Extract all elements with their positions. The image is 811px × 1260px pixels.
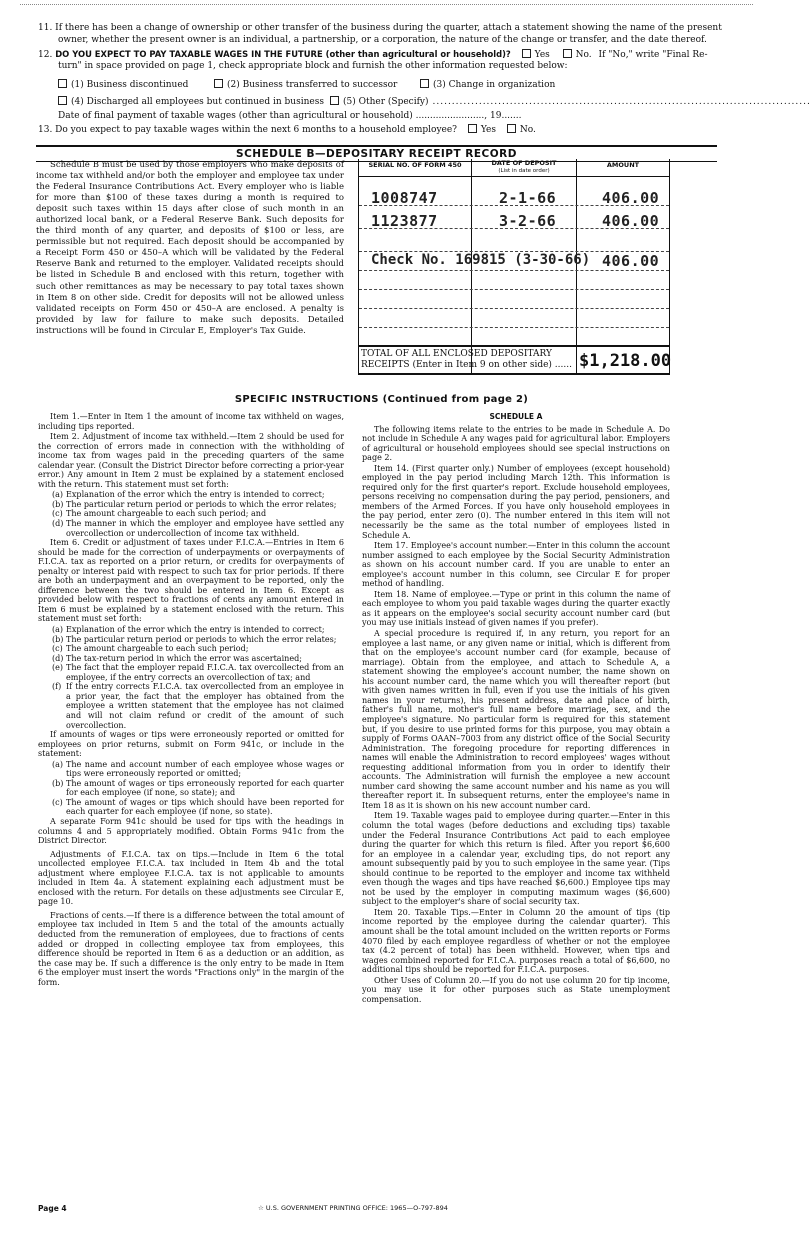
option-3-checkbox[interactable] (420, 79, 429, 88)
q13-no-checkbox[interactable] (507, 124, 516, 133)
instructions-right-column (362, 412, 670, 1005)
list-text: Explanation of the error which the entry is intended to correct; (66, 490, 325, 500)
adjustments-tips-text: Adjustments of F.I.C.A. tax on tips.—Include in Item 6 the total uncollected employee F.I.C.A. tax included in Item 4b and the total adjustment where employee F.I.C.A. tax is not applicable to amounts included in Item 4a. A statement explaining each adjustment must be enclosed with the return. For details on these adjustments see Circular E, page 10. (38, 849, 344, 907)
row-2-serial[interactable]: 1123877 (371, 212, 438, 230)
list-label: (c) (52, 797, 63, 807)
item-6-text: Item 6. Credit or adjustment of taxes under F.I.C.A.—Entries in Item 6 should be made for the correction of underpayments or overpayments of F.I.C.A. tax as reported on a prior return, or credits for overpayments of penalty or interest paid with respect to such tax for prior periods. If there are both an underpayment and an overpayment to be reported, only the difference between the two should be entered in Item 6. Except as provided below with respect to fractions of cents any amount entered in Item 6 must be explained by a statement enclosed with the return. This statement must set forth: (38, 538, 344, 624)
list-text: The particular return period or periods to which the error relates; (66, 499, 337, 509)
header-rule (359, 176, 669, 177)
q13-yes-checkbox[interactable] (468, 124, 477, 133)
option-1-label: (1) Business discontinued (71, 80, 189, 90)
instructions-left-column (38, 412, 344, 988)
list-text: The manner in which the employer and employee have settled any overcollection or undercollection of income tax withheld. (66, 519, 344, 538)
item-2-list-c (38, 509, 344, 519)
q12-tail: If "No," write "Final Re- (598, 50, 708, 60)
item-6-list-a (38, 625, 344, 635)
option-2-label: (2) Business transferred to successor (227, 80, 398, 90)
list-label: (f) (52, 682, 62, 692)
total-rule (359, 345, 669, 347)
list-text: The amount chargeable to each such period; (66, 644, 249, 654)
wages-list-a (38, 760, 344, 779)
item-2-list-d (38, 519, 344, 538)
row-rule (359, 270, 669, 271)
item-19-text: Item 19. Taxable wages paid to employee during quarter.—Enter in this column the total wages (before deductions and excluding tips) taxable under the Federal Insurance Contributions Act paid to each employee during the quarter for which this return is filed. After you report $6,600 for an employee in a calendar year, excluding tips, do not report any amount subsequently paid by you to such employee in the same year. (Tips should continue to be reported to the employer and income tax withheld even though the wages and tips have reached $6,600.) Employee tips may not be used by the employer in computing maximum wages ($6,600) subject to the employer's share of social security tax. (362, 811, 670, 907)
option-5-specify-field[interactable]: .................................................................................................. (432, 97, 811, 107)
option-2 (214, 79, 397, 91)
option-1-checkbox[interactable] (58, 79, 67, 88)
row-2-amount[interactable]: 406.00 (602, 212, 660, 230)
list-label: (b) (52, 634, 64, 644)
list-text: The tax-return period in which the error was ascertained; (66, 653, 302, 663)
question-12-bold: DO YOU EXPECT TO PAY TAXABLE WAGES IN THE FUTURE (other than agricultural or household)? (55, 49, 511, 59)
top-rule (20, 4, 753, 5)
q13-yes-label: Yes (480, 125, 496, 135)
list-text: The particular return period or periods to which the error relates; (66, 634, 337, 644)
option-1 (58, 79, 188, 91)
item-2-text: Item 2. Adjustment of income tax withheld.—Item 2 should be used for the correction of errors made in connection with the withholding of income tax from wages paid in the preceding quarters of the same calendar year. (Consult the District Director before correcting a prior-year error.) Any amount in Item 2 must be explained by a statement enclosed with the return. This statement must set forth: (38, 432, 344, 489)
wages-list-b (38, 779, 344, 798)
option-5 (330, 96, 811, 108)
list-text: The fact that the employer repaid F.I.C.A. tax overcollected from an employee, if the entry corrects an overcollection of tax; and (66, 663, 344, 682)
other-uses-text: Other Uses of Column 20.—If you do not use column 20 for tip income, you may use it for other purposes such as State unemployment compensation. (362, 975, 670, 1004)
row-3-amount[interactable]: 406.00 (602, 252, 660, 270)
final-payment-date[interactable]: Date of final payment of taxable wages (other than agricultural or household) ........................, 19....... (58, 111, 522, 121)
option-3 (420, 79, 555, 91)
question-13-text: 13. Do you expect to pay taxable wages within the next 6 months to a household employee? (38, 125, 458, 135)
total-receipts-label: TOTAL OF ALL ENCLOSED DEPOSITARY RECEIPTS (Enter in Item 9 on other side) ...... (361, 349, 572, 370)
list-label: (b) (52, 499, 64, 509)
row-3-serial[interactable]: Check No. 169815 (3-30-66) (371, 252, 591, 268)
q13-no-label: No. (519, 125, 536, 135)
wages-list-c (38, 798, 344, 817)
list-text: If the entry corrects F.I.C.A. tax overcollected from an employee in a prior year, the fact that the employer has obtained from the employee a written statement that the employee has not claimed and will not claim refund or credit of the amount of such overcollection. (66, 682, 344, 730)
question-11-line2: owner, whether the present owner is an individual, a partnership, or a corporation, the nature of the change or transfer, and the date thereof. (58, 35, 707, 45)
header-serial: SERIAL NO. OF FORM 450 (368, 161, 462, 169)
row-1-amount[interactable]: 406.00 (602, 189, 660, 207)
list-label: (a) (52, 759, 64, 769)
row-1-date[interactable]: 2-1-66 (499, 189, 557, 207)
option-4-label: (4) Discharged all employees but continued in business (71, 97, 324, 107)
item-14-text: Item 14. (First quarter only.) Number of employees (except household) employed in the pay period including March 12th. This information is required only for the first quarter's report. Exclude household employees, persons receiving no compensation during the pay period, pensioners, and members of the Armed Forces. If you have only household employees in the pay period, enter zero (0). The number entered in this item will not necessarily be the same as the total number of employees listed in Schedule A. (362, 463, 670, 540)
q12-no-checkbox[interactable] (563, 49, 572, 58)
schedule-a-heading: SCHEDULE A (489, 412, 543, 421)
row-2-date[interactable]: 3-2-66 (499, 212, 557, 230)
list-label: (c) (52, 644, 63, 654)
option-4 (58, 96, 324, 108)
row-rule (359, 289, 669, 290)
schedule-b-paragraph: Schedule B must be used by those employers who make deposits of income tax withheld and/or both the employer and employee tax under the Federal Insurance Contributions Act. Every employer who is liable for more than $100 of these taxes during a month is required to deposit such taxes within 15 days after close of such month in an authorized local bank, or a Federal Reserve Bank. Such deposits for the third month of any quarter, and deposits of $100 or less, are permissible but not required. Each deposit should be accompanied by a Receipt Form 450 or 450–A which will be validated by the Federal Reserve Bank and returned to the employer. Validated receipts should be listed in Schedule B and enclosed with this return, together with such other remittances as may be necessary to pay total taxes shown in Item 8 on other side. Credit for deposits will not be allowed unless validated receipts on Form 450 or 450–A are enclosed. A penalty is provided by law for failure to make such deposits. Detailed instructions will be found in Circular E, Employer's Tax Guide. (36, 160, 344, 336)
item-2-list-a (38, 490, 344, 500)
wages-omitted-text: If amounts of wages or tips were erroneously reported or omitted for employees on prior returns, submit on Form 941c, or include in the statement: (38, 730, 344, 759)
item-2-list-b (38, 500, 344, 510)
schedule-b-title: SCHEDULE B—DEPOSITARY RECEIPT RECORD (36, 145, 717, 162)
item-6-list-d (38, 654, 344, 664)
list-text: The amount chargeable to each such period; and (66, 509, 267, 519)
option-5-label: (5) Other (Specify) (343, 97, 429, 107)
special-procedure-text: A special procedure is required if, in any return, you report for an employee a last name, or any given name or initial, which is different from that on the employee's account number card (for example, because of marriage). Obtain from the employee, and attach to Schedule A, a statement showing the employee's account number, the name shown on his account number card, the name which you will thereafter report (but with given names written in full, even if you use the initials of his given names in your returns), his present address, date and place of birth, father's full name, mother's full name before marriage, sex, and the employee's signature. No particular form is required for this statement but, if you desire to use printed forms for this purpose, you may obtain a supply of Forms OAAN–7003 from any district office of the Social Security Administration. The foregoing procedure for reporting differences in names will enable the Administration to record employees' wages without requesting additional information from you in order to identify their accounts. The Administration will furnish the employee a new account number card showing the same account number and his name as you will thereafter report it. In subsequent returns, enter the employee's name in Item 18 as it is shown on his new account number card. (362, 629, 670, 810)
q12-yes-label: Yes (534, 50, 550, 60)
item-6-list-b (38, 635, 344, 645)
option-2-checkbox[interactable] (214, 79, 223, 88)
list-text: The amount of wages or tips which should have been reported for each quarter for each employee (if none, so state). (66, 797, 344, 817)
q12-yes-checkbox[interactable] (522, 49, 531, 58)
total-receipts-amount[interactable]: $1,218.00 (579, 351, 672, 371)
header-date-label: DATE OF DEPOSIT (491, 159, 557, 167)
fractions-text: Fractions of cents.—If there is a difference between the total amount of employee tax included in Item 5 and the total of the amounts actually deducted from the remuneration of employees, due to fractions of cents added or dropped in collecting employee tax from employees, this difference should be reported in Item 6 as a deduction or an addition, as the case may be. If such a difference is the only entry to be made in Item 6 the employer must insert the words "Fractions only" in the margin of the form. (38, 910, 344, 987)
depositary-receipt-table (358, 159, 670, 375)
list-label: (c) (52, 509, 63, 519)
header-date (472, 160, 576, 175)
item-6-list-f (38, 682, 344, 730)
row-1-serial[interactable]: 1008747 (371, 189, 438, 207)
printer-imprint: ☆ U.S. GOVERNMENT PRINTING OFFICE: 1965—O-797-894 (258, 1204, 448, 1212)
list-label: (d) (52, 653, 64, 663)
row-rule (359, 327, 669, 328)
header-amount: AMOUNT (606, 161, 640, 169)
list-label: (e) (52, 663, 64, 673)
option-3-label: (3) Change in organization (433, 80, 556, 90)
list-label: (a) (52, 490, 64, 500)
item-6-list-c (38, 644, 344, 654)
question-13 (38, 124, 536, 136)
header-date-sub: (List in date order) (498, 167, 550, 174)
list-text: The amount of wages or tips erroneously reported for each quarter for each employee (if none, so state); and (66, 778, 344, 798)
item-20-text: Item 20. Taxable Tips.—Enter in Column 20 the amount of tips (tip income reported by the employee during the calendar quarter). This amount shall be the total amount included on the written reports or Forms 4070 filed by each employee regardless of whether or not the employee tax (4.2 percent of total) has been withheld. However, when tips and wages combined reported for F.I.C.A. purposes reach a total of $6,600, no additional tips should be reported for F.I.C.A. purposes. (362, 907, 670, 975)
row-rule (359, 308, 669, 309)
question-12-line2: turn" in space provided on page 1, check appropriate block and furnish the other information requested below: (58, 61, 568, 71)
question-11-line1: 11. If there has been a change of ownership or other transfer of the business during the quarter, attach a statement showing the name of the present (38, 23, 722, 33)
item-17-text: Item 17. Employee's account number.—Enter in this column the account number assigned to each employee by the Social Security Administration as shown on his account number card. If you are unable to enter an employee's account number in this column, see Circular E for proper method of handling. (362, 541, 670, 589)
list-label: (b) (52, 778, 64, 788)
question-12-number: 12. (38, 50, 53, 60)
list-text: The name and account number of each employee whose wages or tips were erroneously reported or omitted; (66, 759, 344, 779)
option-5-checkbox[interactable] (330, 96, 339, 105)
list-label: (a) (52, 625, 64, 635)
specific-instructions-title: SPECIFIC INSTRUCTIONS (Continued from page 2) (234, 394, 529, 405)
item-6-list-e (38, 663, 344, 682)
page-number: Page 4 (38, 1204, 67, 1213)
item-1-text: Item 1.—Enter in Item 1 the amount of income tax withheld on wages, including tips reported. (38, 412, 344, 431)
item-18-text: Item 18. Name of employee.—Type or print in this column the name of each employee to whom you paid taxable wages during the quarter exactly as it appears on the employee's social security account number card (but you may use initials instead of given names if you prefer). (362, 589, 670, 628)
list-text: Explanation of the error which the entry is intended to correct; (66, 625, 325, 635)
schedule-a-intro: The following items relate to the entries to be made in Schedule A. Do not include in Schedule A any wages paid for agricultural labor. Employers of agricultural or household employees should see special instructions on page 2. (362, 424, 670, 463)
separate-form-text: A separate Form 941c should be used for tips with the headings in columns 4 and 5 appropriately modified. Obtain Forms 941c from the District Director. (38, 816, 344, 846)
list-label: (d) (52, 519, 64, 529)
q12-no-label: No. (575, 50, 592, 60)
schedule-b-instructions (36, 160, 344, 337)
option-4-checkbox[interactable] (58, 96, 67, 105)
